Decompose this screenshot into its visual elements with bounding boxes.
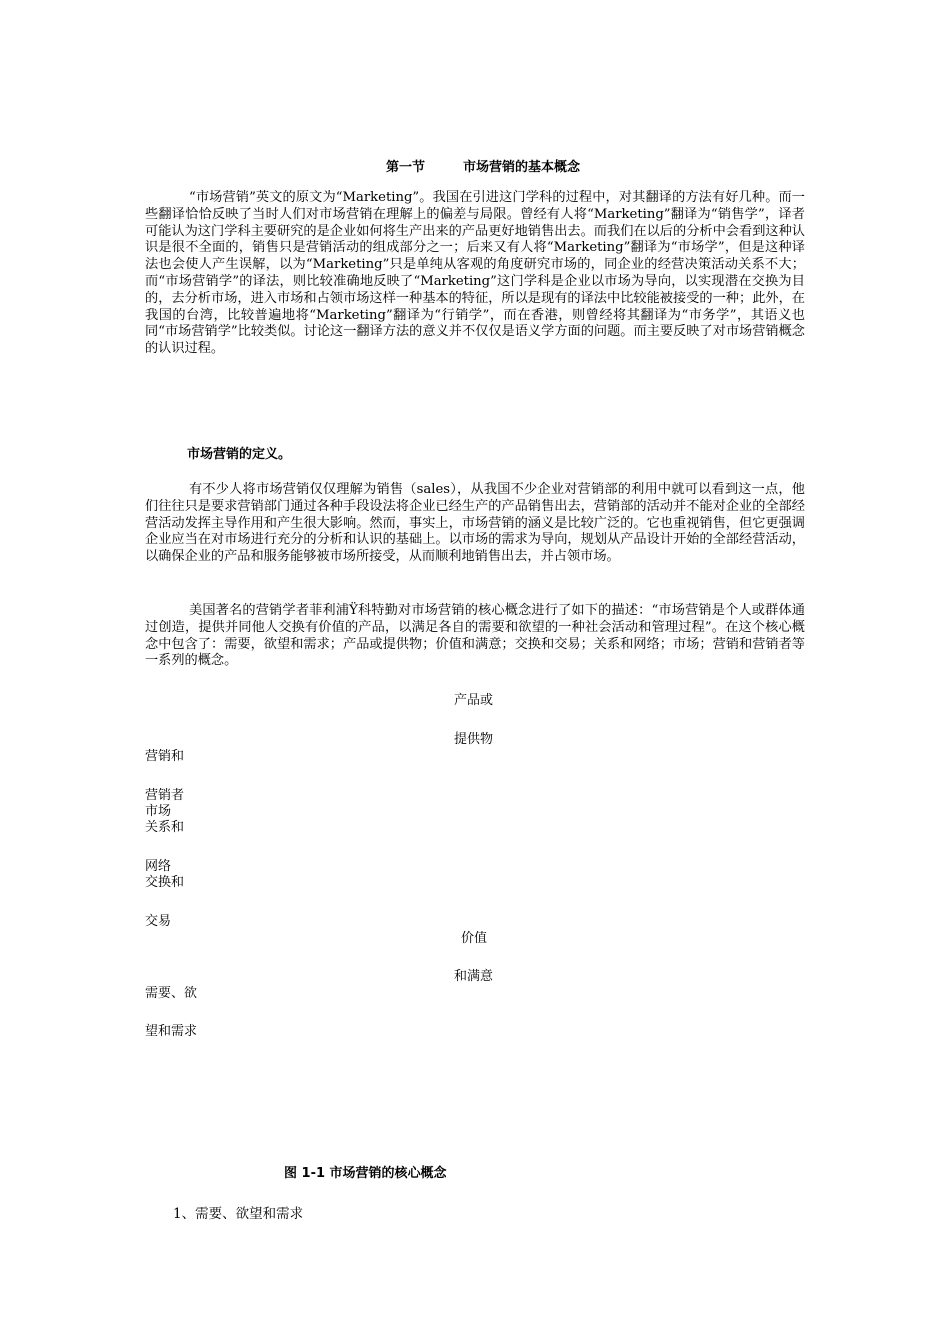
diagram-label-relation-1: 关系和	[145, 820, 185, 835]
diagram-label-product-1: 产品或	[454, 693, 494, 708]
diagram-label-exchange-1: 交换和	[145, 875, 185, 890]
diagram-label-relation-2: 网络	[145, 859, 172, 874]
list-item-needs: 1、需要、欲望和需求	[173, 1206, 304, 1222]
intro-paragraph: “市场营销”英文的原文为“Marketing”。我国在引进这门学科的过程中，对其翻译的方法有好几种。而一些翻译恰恰反映了当时人们对市场营销在理解上的偏差与局限。曾经有人将“Marketing”翻译为“销售学”，译者可能认为这门学科主要研究的是企业如何将生产出来的产品更好地销售出去。而我们在以后的分析中会看到这种认识是很不全面的，销售只是营销活动的组成部分之一；后来又有人将“Marketing”翻译为“市场学”，但是这种译法也会使人产生误解，以为“Marketing”只是单纯从客观的角度研究市场的，同企业的经营决策活动关系不大；而“市场营销学”的译法，则比较准确地反映了“Marketing”这门学科是企业以市场为导向，以实现潜在交换为目的，去分析市场，进入市场和占领市场这样一种基本的特征，所以是现有的译法中比较能被接受的一种；此外，在我国的台湾，比较普遍地将“Marketing”翻译为“行销学”，而在香港，则曾经将其翻译为“市务学”，其语义也同“市场营销学”比较类似。讨论这一翻译方法的意义并不仅仅是语义学方面的问题。而主要反映了对市场营销概念的认识过程。	[145, 190, 805, 357]
diagram-label-market: 市场	[145, 804, 172, 819]
diagram-label-needs-1: 需要、欲	[145, 986, 198, 1001]
section-heading	[386, 156, 580, 175]
diagram-label-product-2: 提供物	[454, 732, 494, 747]
section-title: 市场营销的基本概念	[463, 160, 581, 175]
figure-caption: 图 1-1 市场营销的核心概念	[284, 1166, 447, 1181]
diagram-label-marketing-1: 营销和	[145, 749, 185, 764]
diagram-label-value-1: 价值	[461, 931, 488, 946]
definition-paragraph: 有不少人将市场营销仅仅理解为销售（sales），从我国不少企业对营销部的利用中就可以看到这一点，他们往往只是要求营销部门通过各种手段设法将企业已经生产的产品销售出去，营销部的活动并不能对企业的全部经营活动发挥主导作用和产生很大影响。然而，事实上，市场营销的涵义是比较广泛的。它也重视销售，但它更强调企业应当在对市场进行充分的分析和认识的基础上。以市场的需求为导向，规划从产品设计开始的全部经营活动，以确保企业的产品和服务能够被市场所接受，从而顺利地销售出去，并占领市场。	[145, 482, 805, 565]
definition-heading: 市场营销的定义。	[187, 447, 292, 462]
section-number: 第一节	[386, 160, 426, 175]
diagram-label-value-2: 和满意	[454, 969, 494, 984]
diagram-label-needs-2: 望和需求	[145, 1024, 198, 1039]
kotler-paragraph: 美国著名的营销学者菲利浦Ÿ科特勤对市场营销的核心概念进行了如下的描述：“市场营销是个人或群体通过创造，提供并同他人交换有价值的产品，以满足各自的需要和欲望的一种社会活动和管理过程”。在这个核心概念中包含了：需要，欲望和需求；产品或提供物；价值和满意；交换和交易；关系和网络；市场；营销和营销者等一系列的概念。	[145, 603, 805, 669]
diagram-label-exchange-2: 交易	[145, 914, 172, 929]
diagram-label-marketing-2: 营销者	[145, 788, 185, 803]
